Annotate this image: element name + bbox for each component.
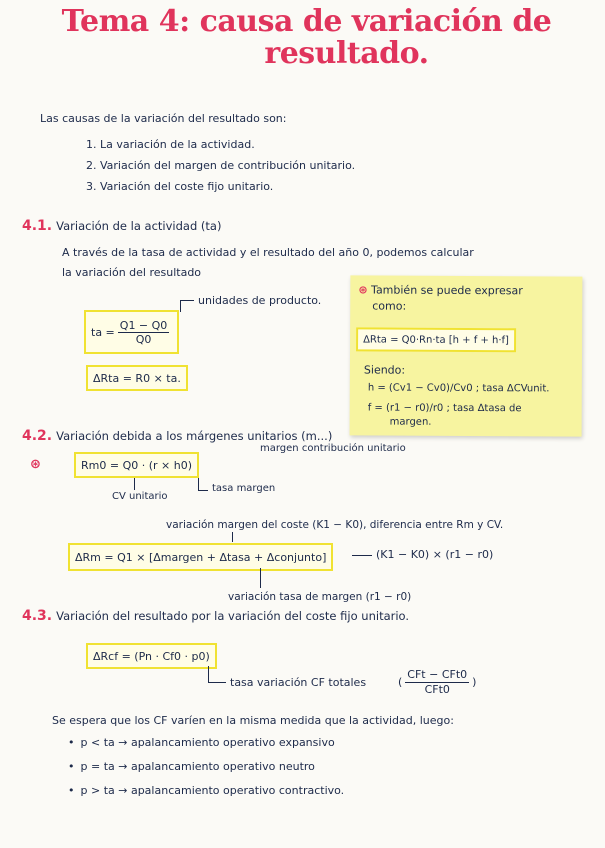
closing-bullet-3 (68, 784, 344, 798)
title-line1: Tema 4: causa de variación de (61, 4, 552, 39)
section-4-1-heading (22, 218, 221, 234)
closing-bullet-2-text: p = ta → apalancamiento operativo neutro (80, 760, 315, 773)
formula-cf-box (86, 643, 217, 669)
section-4-1-text2: la variación del resultado (62, 266, 202, 279)
intro-text: Las causas de la variación del resultado son: (40, 112, 287, 125)
units-arrow (180, 300, 194, 301)
formula-ta-denominator: Q0 (135, 332, 152, 346)
cv-arrow-stem (134, 478, 135, 490)
note-formula-box (356, 327, 516, 352)
note-star-icon: ⊛ (358, 283, 368, 297)
units-label: unidades de producto. (198, 294, 322, 307)
formula-delta-ta: ΔRta = R0 × ta. (93, 371, 181, 385)
closing-bullet-1 (68, 736, 335, 750)
section-4-3-heading (22, 608, 409, 624)
title-line2: resultado. (264, 36, 429, 71)
formula-ta-box (84, 310, 179, 354)
section-4-2-number: 4.2. (22, 428, 53, 444)
formula-rm-box (74, 452, 199, 478)
cf-frac-denominator: CFt0 (424, 683, 450, 696)
cf-arrow-stem (208, 666, 209, 682)
section-4-2-title: Variación debida a los márgenes unitarios (m...) (56, 429, 333, 443)
bullet-icon: • (68, 736, 75, 749)
formula-ta-numerator: Q1 − Q0 (119, 318, 168, 332)
margin-label: margen contribución unitario (260, 443, 406, 454)
intro-item-2: 2. Variación del margen de contribución unitario. (86, 159, 356, 172)
section-4-2-star-icon: ⊛ (30, 457, 41, 472)
bullet-icon: • (68, 784, 75, 797)
cf-frac (405, 668, 469, 697)
var-tasa-label: variación tasa de margen (r1 − r0) (228, 591, 412, 603)
formula-ta-lhs: ta = (91, 325, 115, 339)
formula-cf: ΔRcf = (Pn · Cf0 · p0) (93, 649, 210, 663)
page-title (14, 6, 599, 70)
cf-fraction: ( $\frac{\text{CFt − CFt0}}{\text{CFt0}}$ ) (398, 668, 477, 696)
cv-label: CV unitario (112, 491, 168, 502)
tasa-margen-label: tasa margen (212, 483, 276, 494)
section-4-1-text1: A través de la tasa de actividad y el resultado del año 0, podemos calcular (62, 246, 474, 259)
formula-big: ΔRm = Q1 × [Δmargen + Δtasa + Δconjunto] (75, 550, 327, 564)
note-formula: ΔRta = Q0·Rn·ta [h + f + h·f] (363, 333, 509, 346)
intro-item-3: 3. Variación del coste fijo unitario. (86, 180, 274, 193)
formula-ta-fraction (118, 319, 170, 346)
section-4-1-title: Variación de la actividad (ta) (56, 219, 222, 233)
intro-item-1: 1. La variación de la actividad. (86, 138, 255, 151)
formula-rm: Rm0 = Q0 · (r × h0) (81, 458, 192, 472)
formula-delta-ta-box (86, 365, 188, 391)
var-margin-arrow (232, 532, 233, 542)
bullet-icon: • (68, 760, 75, 773)
note-h-line: h = (Cv1 − Cv0)/Cv0 ; tasa ΔCVunit. (367, 382, 550, 395)
note-line2: como: (372, 299, 407, 313)
closing-bullet-1-text: p < ta → apalancamiento operativo expansivo (80, 736, 335, 749)
note-line1-text: También se puede expresar (371, 283, 523, 298)
var-margin-label: variación margen del coste (K1 − K0), diferencia entre Rm y CV. (166, 519, 504, 531)
closing-text: Se espera que los CF varíen en la misma medida que la actividad, luego: (52, 714, 454, 727)
note-f-line2: margen. (389, 416, 432, 428)
note-f-line1: f = (r1 − r0)/r0 ; tasa Δtasa de (367, 402, 522, 415)
closing-bullet-2 (68, 760, 315, 774)
var-tasa-arrow (260, 568, 261, 588)
note-siendo: Siendo: (363, 363, 406, 377)
formula-big-box (68, 543, 333, 571)
section-4-1-number: 4.1. (22, 218, 53, 234)
cf-tasa-label: tasa variación CF totales (230, 676, 367, 689)
units-arrow-stem (180, 300, 181, 312)
tasa-arrow-stem (198, 478, 199, 490)
side-arrow (352, 555, 372, 556)
section-4-3-title: Variación del resultado por la variación del coste fijo unitario. (56, 609, 410, 623)
cf-arrow (208, 682, 226, 683)
formula-side: (K1 − K0) × (r1 − r0) (376, 548, 494, 561)
closing-bullet-3-text: p > ta → apalancamiento operativo contractivo. (80, 784, 345, 797)
sticky-note (350, 275, 583, 436)
note-line1 (358, 283, 522, 298)
tasa-arrow (198, 490, 208, 491)
cf-frac-numerator: CFt − CFt0 (407, 668, 468, 681)
section-4-3-number: 4.3. (22, 608, 53, 624)
